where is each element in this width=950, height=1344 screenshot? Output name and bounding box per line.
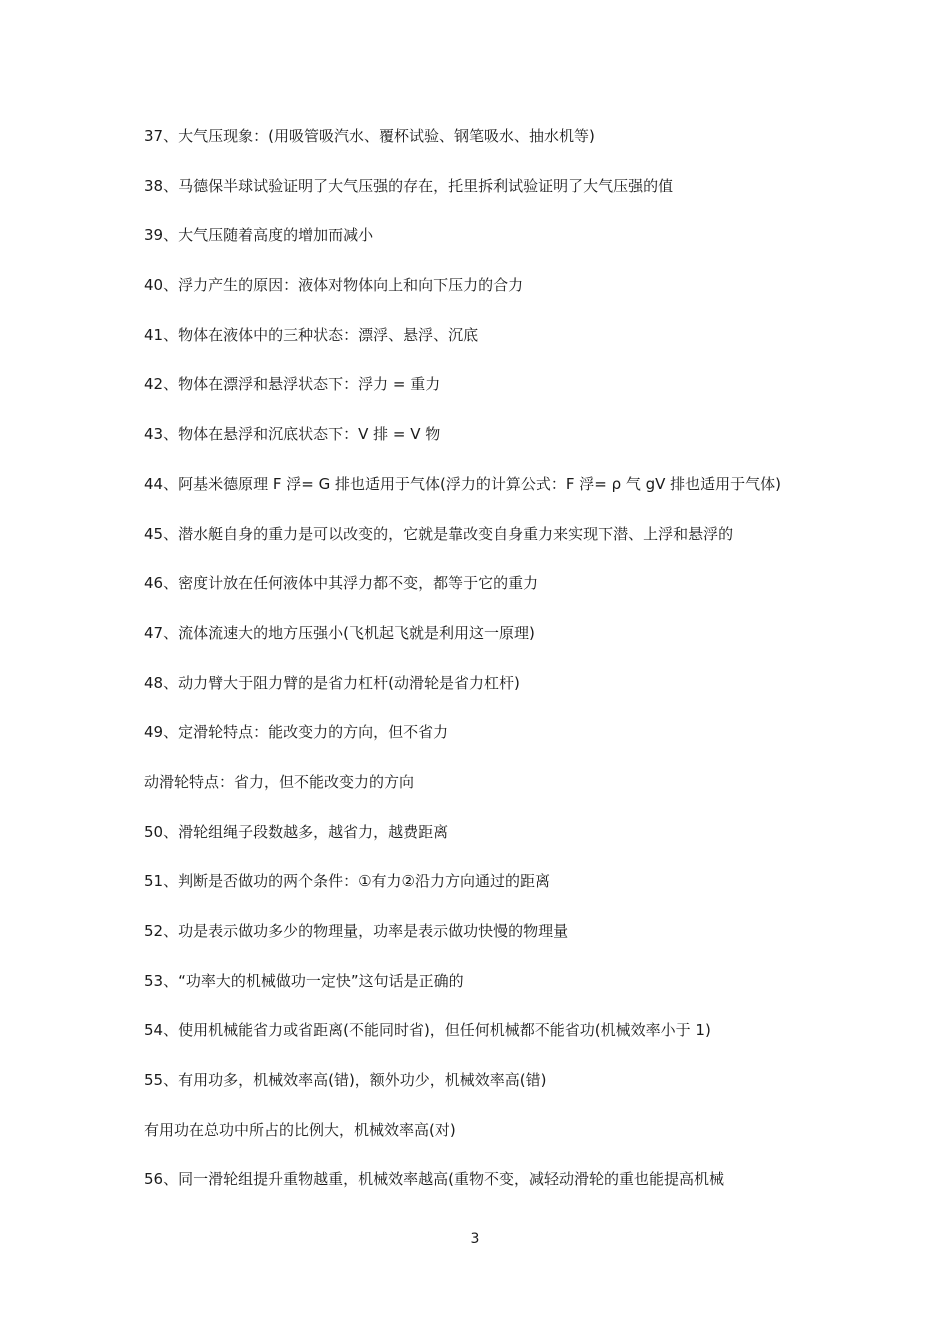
text-line-48: 48、动力臂大于阻力臂的是省力杠杆(动滑轮是省力杠杆) xyxy=(144,673,520,692)
text-line-51: 51、判断是否做功的两个条件：①有力②沿力方向通过的距离 xyxy=(144,872,550,891)
text-line-37: 37、大气压现象：(用吸管吸汽水、覆杯试验、钢笔吸水、抽水机等) xyxy=(144,127,595,145)
text-line-40: 40、浮力产生的原因：液体对物体向上和向下压力的合力 xyxy=(144,276,524,295)
text-line-50: 50、滑轮组绳子段数越多，越省力，越费距离 xyxy=(144,822,449,841)
text-line-52: 52、功是表示做功多少的物理量，功率是表示做功快慢的物理量 xyxy=(144,922,569,940)
text-line-49: 49、定滑轮特点：能改变力的方向，但不省力 xyxy=(144,723,449,742)
text-line-53: 53、“功率大的机械做功一定快”这句话是正确的 xyxy=(144,971,464,990)
text-line-41: 41、物体在液体中的三种状态：漂浮、悬浮、沉底 xyxy=(144,325,479,344)
page-number: 3 xyxy=(470,1231,480,1247)
text-line-54: 54、使用机械能省力或省距离(不能同时省)，但任何机械都不能省功(机械效率小于 1) xyxy=(144,1021,711,1040)
document-body xyxy=(144,124,809,1217)
text-line-55: 55、有用功多，机械效率高(错)，额外功少，机械效率高(错) xyxy=(144,1071,547,1090)
text-line-55-continued: 有用功在总功中所占的比例大，机械效率高(对) xyxy=(144,1120,456,1139)
text-line-46: 46、密度计放在任何液体中其浮力都不变，都等于它的重力 xyxy=(144,574,539,593)
text-line-38: 38、马德保半球试验证明了大气压强的存在，托里拆利试验证明了大气压强的值 xyxy=(144,176,674,195)
text-line-39: 39、大气压随着高度的增加而减小 xyxy=(144,226,374,245)
text-line-56: 56、同一滑轮组提升重物越重，机械效率越高(重物不变，减轻动滑轮的重也能提高机械 xyxy=(144,1170,724,1189)
text-line-45: 45、潜水艇自身的重力是可以改变的，它就是靠改变自身重力来实现下潜、上浮和悬浮的 xyxy=(144,524,734,543)
text-line-42: 42、物体在漂浮和悬浮状态下：浮力 = 重力 xyxy=(144,375,441,394)
text-line-47: 47、流体流速大的地方压强小(飞机起飞就是利用这一原理) xyxy=(144,623,535,642)
text-line-49-continued: 动滑轮特点：省力，但不能改变力的方向 xyxy=(144,772,415,791)
text-line-44: 44、阿基米德原理 F 浮= G 排也适用于气体(浮力的计算公式：F 浮= ρ 气 gV 排也适用于气体) xyxy=(144,474,782,493)
text-line-43: 43、物体在悬浮和沉底状态下：V 排 = V 物 xyxy=(144,425,441,444)
